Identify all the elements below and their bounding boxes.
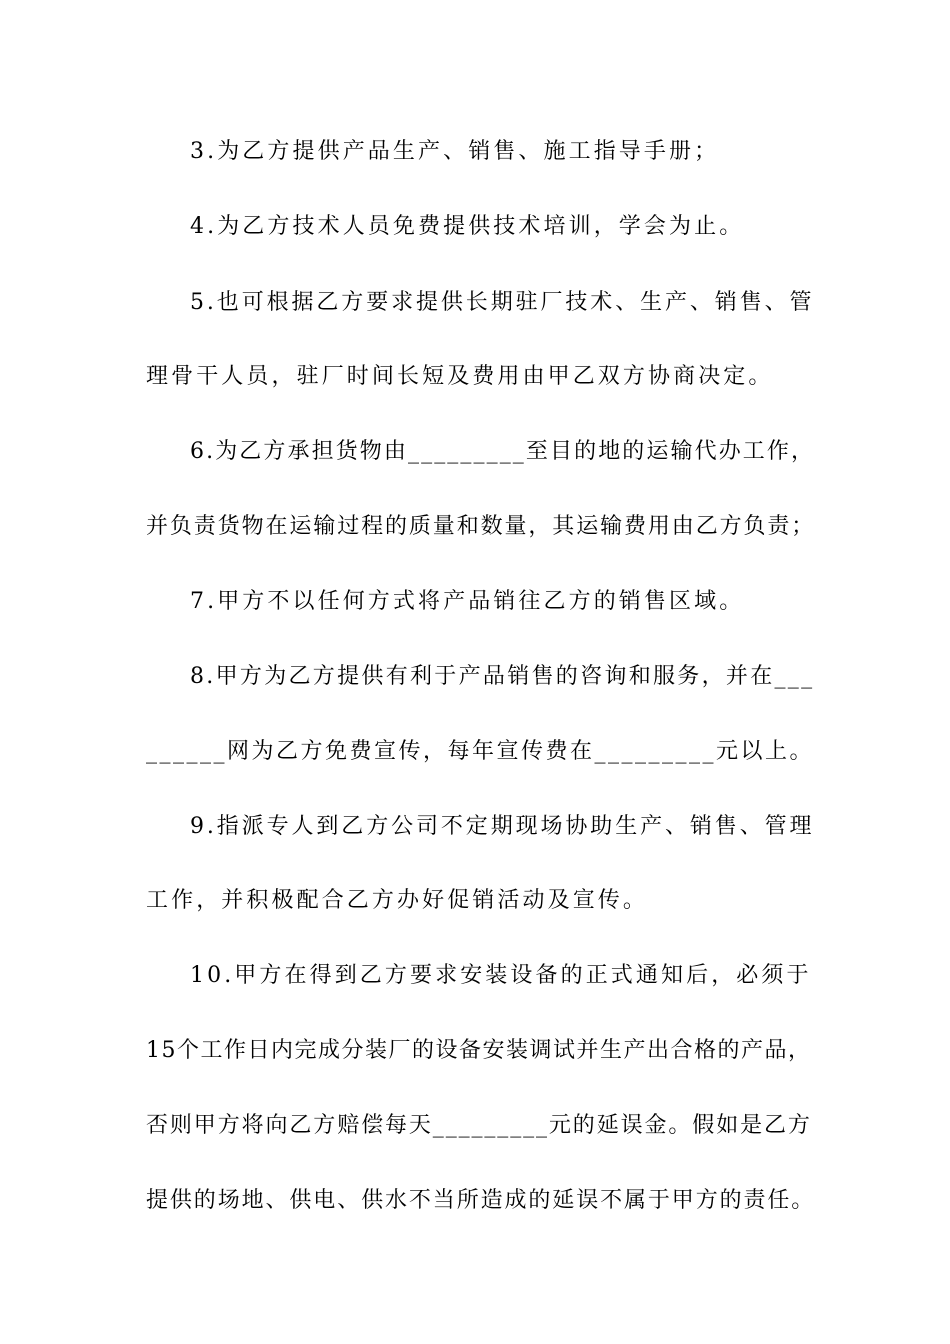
clause-6-line-2: 并负责货物在运输过程的质量和数量，其运输费用由乙方负责；	[146, 514, 816, 539]
clause-6-line-1: 6.为乙方承担货物由_________至目的地的运输代办工作，	[190, 439, 816, 464]
clause-10-line-1: 10.甲方在得到乙方要求安装设备的正式通知后，必须于	[190, 963, 812, 988]
clause-8-line-2: ______网为乙方免费宣传，每年宣传费在_________元以上。	[146, 739, 815, 764]
clause-5-line-1: 5.也可根据乙方要求提供长期驻厂技术、生产、销售、管	[190, 290, 815, 315]
clause-8-line-1: 8.甲方为乙方提供有利于产品销售的咨询和服务，并在___	[190, 664, 815, 689]
clause-4: 4.为乙方技术人员免费提供技术培训，学会为止。	[190, 214, 745, 239]
clause-10-line-4: 提供的场地、供电、供水不当所造成的延误不属于甲方的责任。	[146, 1188, 816, 1213]
clause-3: 3.为乙方提供产品生产、销售、施工指导手册；	[190, 139, 720, 164]
clause-9-line-2: 工作，并积极配合乙方办好促销活动及宣传。	[146, 888, 649, 913]
clause-7: 7.甲方不以任何方式将产品销往乙方的销售区域。	[190, 589, 745, 614]
clause-10-line-3: 否则甲方将向乙方赔偿每天_________元的延误金。假如是乙方	[146, 1113, 812, 1138]
clause-5-line-2: 理骨干人员，驻厂时间长短及费用由甲乙双方协商决定。	[146, 364, 774, 389]
clause-9-line-1: 9.指派专人到乙方公司不定期现场协助生产、销售、管理	[190, 814, 815, 839]
clause-10-line-2: 15个工作日内完成分装厂的设备安装调试并生产出合格的产品，	[146, 1038, 812, 1063]
